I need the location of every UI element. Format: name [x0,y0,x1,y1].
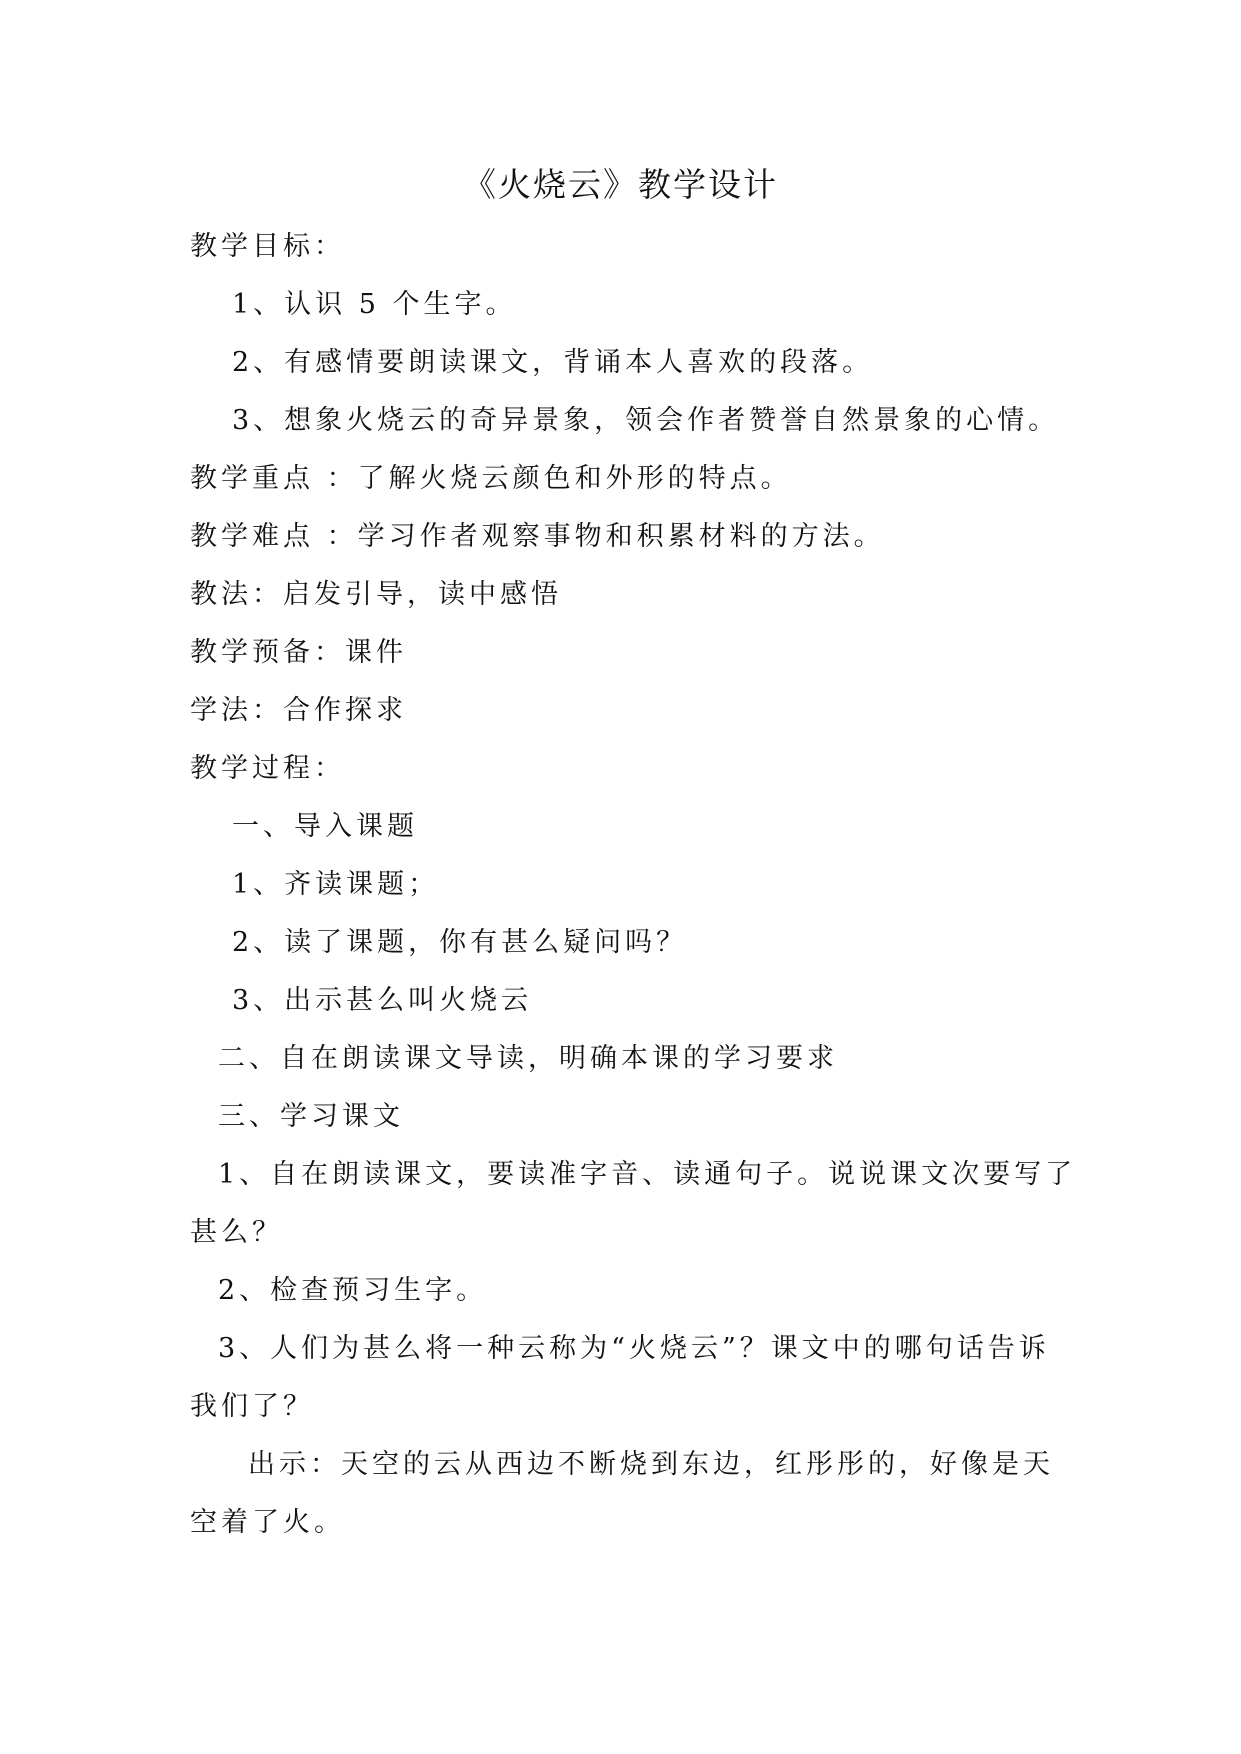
process-step-heading: 一、导入课题 [232,811,418,842]
process-item: 2、读了课题，你有甚么疑问吗？ [232,927,688,958]
document-title: 《火烧云》教学设计 [463,165,778,204]
objective-item: 2、有感情要朗读课文，背诵本人喜欢的段落。 [232,347,874,378]
process-item: 2、检查预习生字。 [218,1275,488,1306]
process-item: 3、人们为甚么将一种云称为“火烧云”？课文中的哪句话告诉 [218,1333,1050,1364]
process-item: 1、齐读课题； [232,869,440,900]
teaching-preparation: 教学预备：课件 [190,637,407,668]
process-item: 3、出示甚么叫火烧云 [232,985,533,1016]
display-quote: 出示：天空的云从西边不断烧到东边，红彤彤的，好像是天 [248,1449,1054,1480]
process-item-continuation: 甚么？ [190,1217,283,1248]
process-step-heading: 二、自在朗读课文导读，明确本课的学习要求 [218,1043,838,1074]
process-step-heading: 三、学习课文 [218,1101,404,1132]
process-item-continuation: 我们了？ [190,1391,314,1422]
section-heading-objectives: 教学目标： [190,231,345,262]
objective-item: 3、想象火烧云的奇异景象，领会作者赞誉自然景象的心情。 [232,405,1060,436]
section-heading-process: 教学过程： [190,753,345,784]
display-quote-continuation: 空着了火。 [190,1507,345,1538]
key-points: 教学重点 ：了解火烧云颜色和外形的特点。 [190,463,792,494]
learning-method: 学法：合作探求 [190,695,407,726]
objective-item: 1、认识 5 个生字。 [232,289,517,320]
teaching-method: 教法：启发引导，读中感悟 [190,579,562,610]
difficult-points: 教学难点 ：学习作者观察事物和积累材料的方法。 [190,521,885,552]
process-item: 1、自在朗读课文，要读准字音、读通句子。说说课文次要写了 [218,1159,1077,1190]
